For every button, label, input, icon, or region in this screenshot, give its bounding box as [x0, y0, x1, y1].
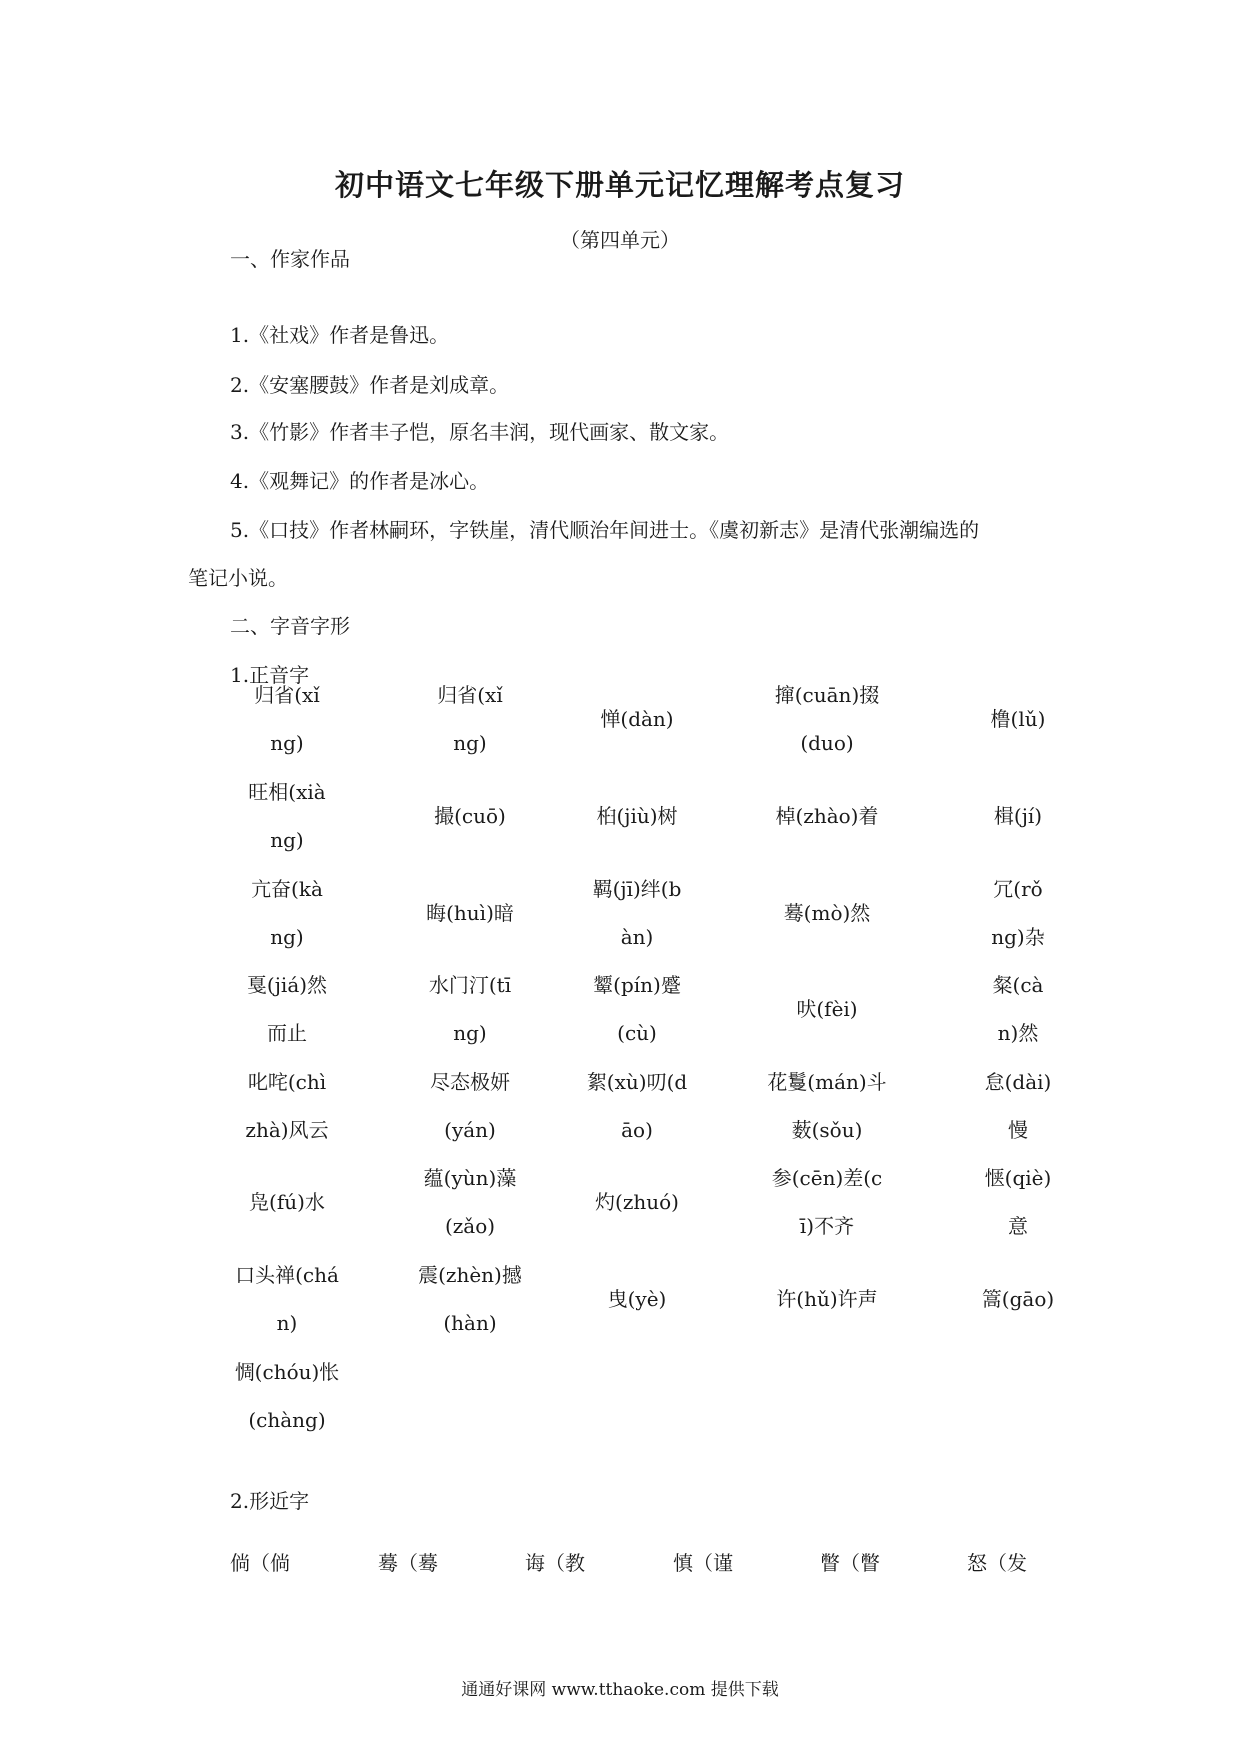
pinyin-cell: 戛(jiá)然	[246, 973, 328, 997]
pinyin-cell: n)然	[997, 1021, 1039, 1045]
similar-character-item: 蓦（蓦	[378, 1551, 438, 1575]
pinyin-cell: 篙(gāo)	[981, 1287, 1055, 1311]
pinyin-cell: 薮(sǒu)	[791, 1118, 863, 1142]
pinyin-cell: 亢奋(kà	[251, 877, 323, 901]
pinyin-cell: 惮(dàn)	[600, 707, 674, 731]
pinyin-cell: (zǎo)	[444, 1214, 496, 1238]
pinyin-cell: 蕴(yùn)藻	[423, 1166, 517, 1190]
pinyin-cell: 撺(cuān)掇	[774, 683, 880, 707]
pinyin-cell: (duo)	[800, 731, 854, 755]
pinyin-cell: 灼(zhuó)	[595, 1190, 679, 1214]
pinyin-cell: (cù)	[617, 1021, 657, 1045]
author-item-3: 3.《竹影》作者丰子恺，原名丰润，现代画家、散文家。	[230, 420, 730, 444]
pinyin-cell: 楫(jí)	[993, 804, 1043, 828]
pinyin-cell: 许(hǔ)许声	[776, 1287, 878, 1311]
pinyin-cell: āo)	[621, 1118, 653, 1142]
pinyin-cell: 惆(chóu)怅	[234, 1360, 340, 1384]
pinyin-cell: zhà)风云	[245, 1118, 329, 1142]
pinyin-cell: 吠(fèi)	[796, 997, 858, 1021]
subheading-similar-characters: 2.形近字	[230, 1489, 310, 1513]
pinyin-cell: 而止	[267, 1021, 307, 1045]
pinyin-cell: (hàn)	[443, 1311, 497, 1335]
subheading-correct-pronunciation: 1.正音字	[230, 663, 310, 687]
pinyin-cell: ng)	[453, 1021, 487, 1045]
page-footer: 通通好课网 www.tthaoke.com 提供下载	[461, 1680, 779, 1700]
similar-character-item: 怒（发	[967, 1551, 1027, 1575]
pinyin-cell: 曳(yè)	[607, 1287, 667, 1311]
pinyin-cell: 凫(fú)水	[249, 1190, 325, 1214]
pinyin-cell: 慢	[1008, 1118, 1028, 1142]
pinyin-cell: 冗(rǒ	[993, 877, 1043, 901]
pinyin-cell: 橹(lǔ)	[990, 707, 1046, 731]
pinyin-cell: 参(cēn)差(c	[771, 1166, 883, 1190]
pinyin-cell: 羁(jī)绊(b	[592, 877, 682, 901]
pinyin-cell: ng)	[453, 731, 487, 755]
similar-character-item: 倘（倘	[230, 1551, 290, 1575]
pinyin-cell: 棹(zhào)着	[775, 804, 879, 828]
pinyin-cell: 怠(dài)	[984, 1070, 1052, 1094]
pinyin-cell: ng)	[270, 828, 304, 852]
pinyin-cell: 花鬘(mán)斗	[767, 1070, 887, 1094]
pinyin-cell: ng)	[270, 925, 304, 949]
pinyin-cell: 意	[1008, 1214, 1028, 1238]
section-heading-authors: 一、作家作品	[230, 247, 350, 271]
pinyin-cell: 絮(xù)叨(d	[586, 1070, 688, 1094]
pinyin-cell: 震(zhèn)撼	[418, 1263, 522, 1287]
pinyin-cell: (yán)	[444, 1118, 496, 1142]
pinyin-cell: 旺相(xià	[248, 780, 326, 804]
pinyin-cell: 晦(huì)暗	[426, 901, 514, 925]
pinyin-cell: 蓦(mò)然	[783, 901, 871, 925]
pinyin-cell: 尽态极妍	[430, 1070, 510, 1094]
author-item-4: 4.《观舞记》的作者是冰心。	[230, 469, 490, 493]
pinyin-cell: ng)	[270, 731, 304, 755]
pinyin-cell: 颦(pín)蹙	[593, 973, 681, 997]
author-item-5: 5.《口技》作者林嗣环，字铁崖，清代顺治年间进士。《虞初新志》是清代张潮编选的	[230, 518, 980, 542]
pinyin-cell: 口头禅(chá	[235, 1263, 339, 1287]
pinyin-cell: (chàng)	[248, 1408, 326, 1432]
pinyin-cell: 撮(cuō)	[434, 804, 506, 828]
author-item-1: 1.《社戏》作者是鲁迅。	[230, 323, 450, 347]
pinyin-cell: ng)杂	[991, 925, 1045, 949]
section-heading-pronunciation: 二、字音字形	[230, 614, 350, 638]
page-title: 初中语文七年级下册单元记忆理解考点复习	[334, 168, 905, 202]
pinyin-cell: ī)不齐	[799, 1214, 855, 1238]
pinyin-cell: 归省(xǐ	[437, 683, 503, 707]
similar-character-item: 慎（谨	[673, 1551, 733, 1575]
similar-character-item: 诲（教	[525, 1551, 585, 1575]
pinyin-cell: 水门汀(tī	[428, 973, 512, 997]
pinyin-cell: 粲(cà	[992, 973, 1044, 997]
similar-character-item: 瞥（瞥	[820, 1551, 880, 1575]
author-item-2: 2.《安塞腰鼓》作者是刘成章。	[230, 373, 510, 397]
pinyin-cell: 惬(qiè)	[984, 1166, 1052, 1190]
pinyin-cell: n)	[276, 1311, 298, 1335]
page-subtitle: （第四单元）	[560, 228, 680, 252]
pinyin-cell: 桕(jiù)树	[596, 804, 678, 828]
pinyin-cell: 叱咤(chì	[247, 1070, 327, 1094]
author-item-5-continued: 笔记小说。	[188, 566, 288, 590]
pinyin-cell: àn)	[620, 925, 654, 949]
pinyin-cell: 归省(xǐ	[254, 683, 320, 707]
